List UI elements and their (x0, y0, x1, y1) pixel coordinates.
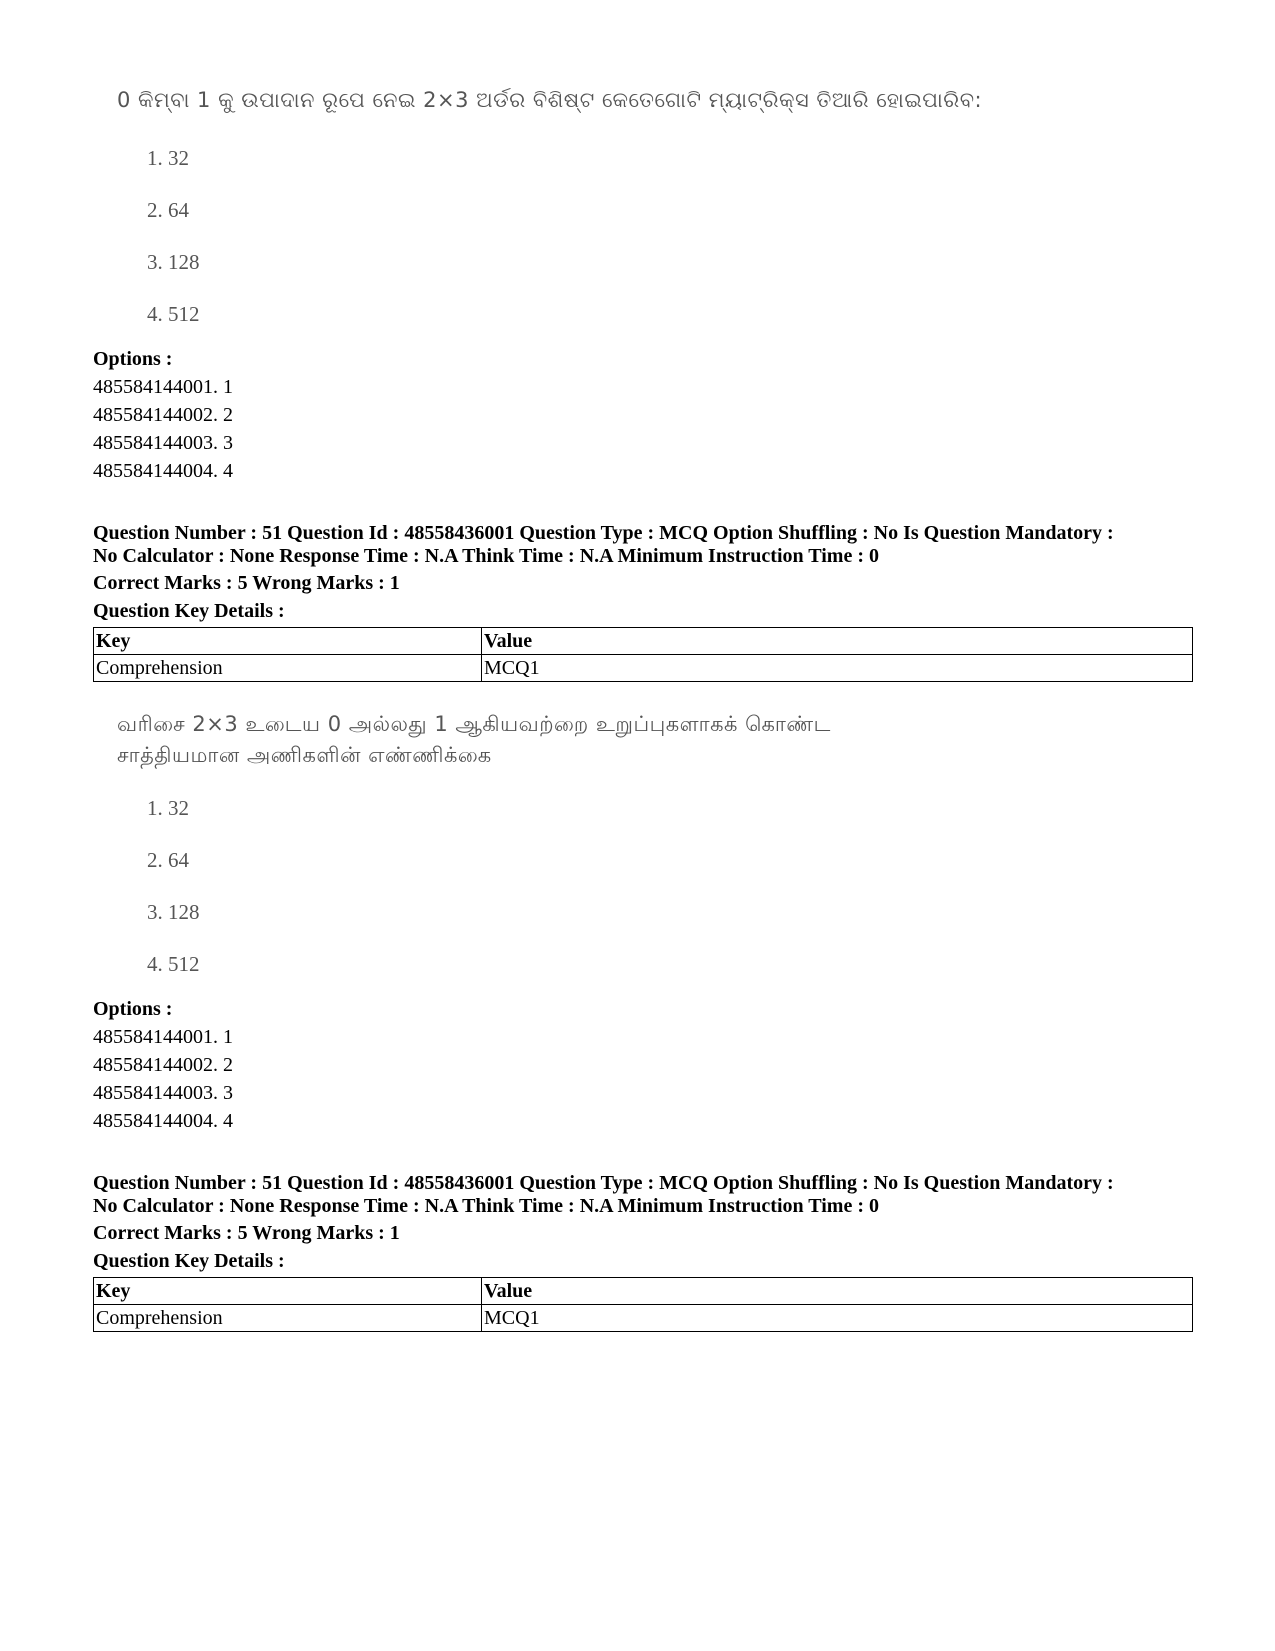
question-choice: 4. 512 (147, 952, 200, 976)
option-line: 485584144004. 4 (93, 460, 233, 482)
question-meta-line: Question Number : 51 Question Id : 48558436001 Question Type : MCQ Option Shuffling : No Is Question Mandatory : (93, 1172, 1114, 1194)
question-text-tamil: சாத்தியமான அணிகளின் எண்ணிக்கை (117, 743, 492, 767)
table-row (94, 655, 1193, 682)
marks-line: Correct Marks : 5 Wrong Marks : 1 (93, 572, 400, 594)
option-line: 485584144001. 1 (93, 1026, 233, 1048)
question-choice: 4. 512 (147, 302, 200, 326)
marks-line: Correct Marks : 5 Wrong Marks : 1 (93, 1222, 400, 1244)
option-line: 485584144001. 1 (93, 376, 233, 398)
question-meta-line: Question Number : 51 Question Id : 48558436001 Question Type : MCQ Option Shuffling : No Is Question Mandatory : (93, 522, 1114, 544)
question-choice: 2. 64 (147, 198, 189, 222)
option-line: 485584144004. 4 (93, 1110, 233, 1132)
key-details-heading: Question Key Details : (93, 1250, 285, 1272)
question-text-odia: 0 କିମ୍ବା 1 କୁ ଉପାଦାନ ରୂପେ ନେଇ 2×3 ଅର୍ଡର ବିଶିଷ୍ଟ କେତେଗୋଟି ମ୍ୟାଟ୍ରିକ୍ସ ତିଆରି ହୋଇପାରିବ: (117, 88, 983, 112)
key-details-heading: Question Key Details : (93, 600, 285, 622)
table-header-row (94, 1278, 1193, 1305)
key-details-table (93, 627, 1193, 682)
table-header-value: Value (482, 1278, 1193, 1305)
table-cell-key: Comprehension (94, 1305, 482, 1332)
table-cell-key: Comprehension (94, 655, 482, 682)
option-line: 485584144002. 2 (93, 404, 233, 426)
key-details-table (93, 1277, 1193, 1332)
options-label: Options : (93, 348, 173, 370)
question-choice: 3. 128 (147, 900, 200, 924)
table-header-row (94, 628, 1193, 655)
options-label: Options : (93, 998, 173, 1020)
table-cell-value: MCQ1 (482, 1305, 1193, 1332)
table-cell-value: MCQ1 (482, 655, 1193, 682)
option-line: 485584144002. 2 (93, 1054, 233, 1076)
question-choice: 1. 32 (147, 146, 189, 170)
question-choice: 2. 64 (147, 848, 189, 872)
table-header-key: Key (94, 628, 482, 655)
question-choice: 3. 128 (147, 250, 200, 274)
table-header-key: Key (94, 1278, 482, 1305)
question-choice: 1. 32 (147, 796, 189, 820)
table-row (94, 1305, 1193, 1332)
table-header-value: Value (482, 628, 1193, 655)
question-text-tamil: வரிசை 2×3 உடைய 0 அல்லது 1 ஆகியவற்றை உறுப்புகளாகக் கொண்ட (117, 712, 831, 736)
question-meta-line: No Calculator : None Response Time : N.A Think Time : N.A Minimum Instruction Time : 0 (93, 545, 879, 567)
question-meta-line: No Calculator : None Response Time : N.A Think Time : N.A Minimum Instruction Time : 0 (93, 1195, 879, 1217)
option-line: 485584144003. 3 (93, 1082, 233, 1104)
option-line: 485584144003. 3 (93, 432, 233, 454)
